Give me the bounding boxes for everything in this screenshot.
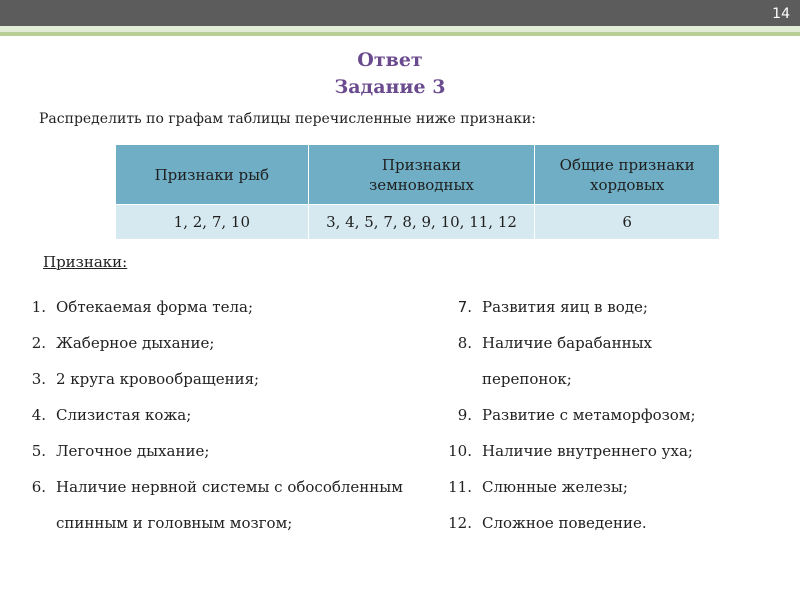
list-item-text: Жаберное дыхание; <box>56 334 215 352</box>
header-fish <box>116 145 309 204</box>
list-item-text: Обтекаемая форма тела; <box>56 298 253 316</box>
header-chordates-line2: хордовых <box>590 175 665 194</box>
list-item <box>420 505 800 541</box>
list-item <box>0 325 420 361</box>
list-item-text: Легочное дыхание; <box>56 442 210 460</box>
cell-amphibians: 3, 4, 5, 7, 8, 9, 10, 11, 12 <box>309 205 536 239</box>
list-item <box>420 397 800 433</box>
features-list-left <box>0 289 420 541</box>
header-amphibians-line2: земноводных <box>369 175 474 194</box>
list-item <box>0 469 420 541</box>
header-chordates-line1: Общие признаки <box>559 155 695 174</box>
answer-table <box>116 145 720 239</box>
list-item-number: 11. <box>448 478 472 496</box>
slide-subtitle: Задание 3 <box>334 76 446 98</box>
top-strip-green <box>0 32 800 36</box>
list-item <box>0 361 420 397</box>
list-item-number: 12. <box>448 514 472 532</box>
header-fish-line1: Признаки рыб <box>154 165 270 184</box>
list-item <box>420 289 800 325</box>
list-item-number: 9. <box>457 406 472 424</box>
table-header-row <box>116 145 720 204</box>
cell-chordates: 6 <box>535 205 720 239</box>
header-chordates <box>535 145 720 204</box>
list-item-text: Наличие внутреннего уха; <box>482 442 693 460</box>
list-item-number: 7. <box>457 298 472 316</box>
list-item <box>0 433 420 469</box>
list-item-number: 10. <box>448 442 472 460</box>
list-item-text: Развитие с метаморфозом; <box>482 406 696 424</box>
list-item-number: 6. <box>31 478 46 496</box>
top-band <box>0 0 800 26</box>
page-number: 14 <box>772 6 790 22</box>
features-list-right <box>420 289 800 541</box>
list-item-text: Наличие нервной системы с обособленным спинным и головным мозгом; <box>56 478 403 532</box>
list-item-text: Слизистая кожа; <box>56 406 192 424</box>
list-item-text: 2 круга кровообращения; <box>56 370 260 388</box>
list-item-text: Сложное поведение. <box>482 514 647 532</box>
table-row <box>116 205 720 239</box>
cell-fish: 1, 2, 7, 10 <box>116 205 309 239</box>
header-amphibians-line1: Признаки <box>381 155 462 174</box>
list-item-number: 5. <box>31 442 46 460</box>
list-item-number: 2. <box>31 334 46 352</box>
list-item-text: Наличие барабанных перепонок; <box>482 334 652 388</box>
list-item <box>0 289 420 325</box>
list-item-number: 4. <box>31 406 46 424</box>
list-item <box>420 469 800 505</box>
slide-title: Ответ <box>357 49 423 71</box>
list-item <box>420 325 800 397</box>
list-item-number: 8. <box>457 334 472 352</box>
list-item-number: 3. <box>31 370 46 388</box>
list-item-number: 1. <box>31 298 46 316</box>
features-heading: Признаки: <box>43 253 128 271</box>
header-amphibians <box>309 145 536 204</box>
list-item-text: Слюнные железы; <box>482 478 628 496</box>
list-item-text: Развития яиц в воде; <box>482 298 648 316</box>
instruction-text: Распределить по графам таблицы перечисленные ниже признаки: <box>39 111 536 127</box>
list-item <box>420 433 800 469</box>
list-item <box>0 397 420 433</box>
